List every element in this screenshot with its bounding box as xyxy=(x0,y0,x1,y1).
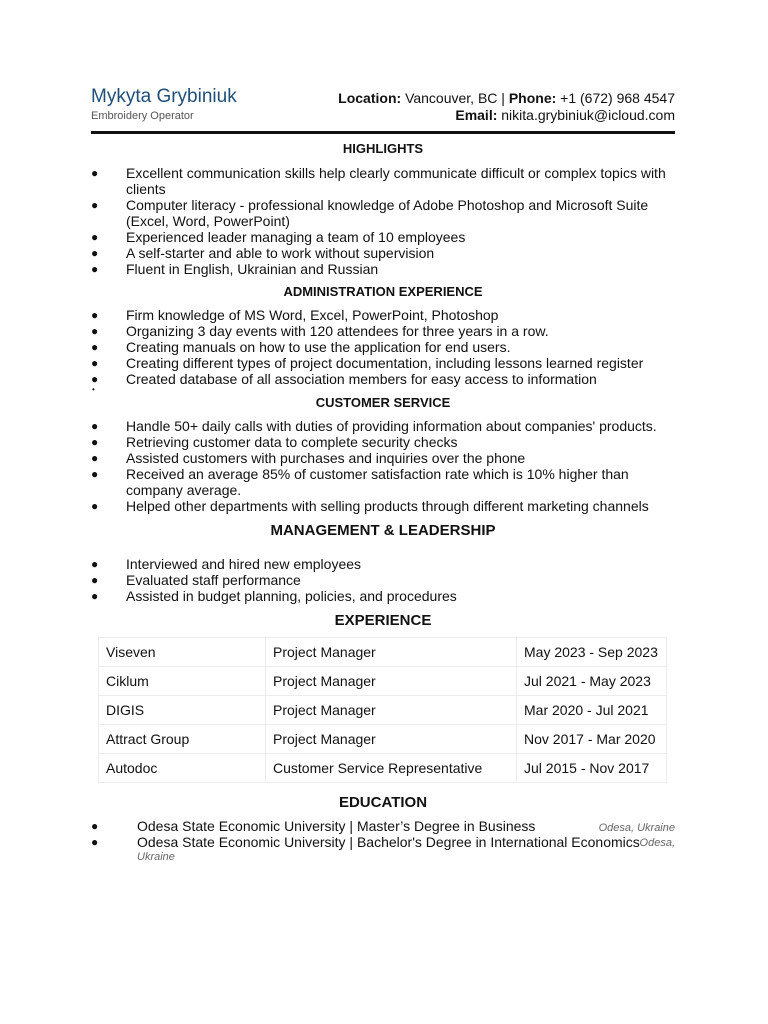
position-cell: Project Manager xyxy=(266,725,517,754)
position-cell: Project Manager xyxy=(266,667,517,696)
candidate-role: Embroidery Operator xyxy=(91,110,194,122)
bullet-icon: ● xyxy=(91,308,99,322)
bullet-icon: ● xyxy=(91,246,99,260)
customer-service-list xyxy=(91,418,675,514)
company-cell: Autodoc xyxy=(99,754,266,783)
bullet-icon: ● xyxy=(91,198,99,212)
education-location-continued: Ukraine xyxy=(137,851,175,863)
location-value: Vancouver, BC | xyxy=(405,90,505,106)
bullet-icon: ● xyxy=(91,499,99,513)
education-entry: Odesa State Economic University | Master’s Degree in Business xyxy=(137,818,536,834)
table-row xyxy=(99,696,667,725)
bullet-icon: ● xyxy=(91,573,99,587)
phone-label: Phone: xyxy=(508,90,557,106)
company-cell: Ciklum xyxy=(99,667,266,696)
bullet-icon: ● xyxy=(91,324,99,338)
position-cell: Customer Service Representative xyxy=(266,754,517,783)
list-item: ● A self-starter and able to work without supervision xyxy=(91,245,435,261)
management-list xyxy=(91,556,675,604)
list-item: ● Computer literacy - professional knowledge of Adobe Photoshop and Microsoft Suite (Excel, Word, PowerPoint) xyxy=(91,197,649,229)
administration-list xyxy=(91,307,675,387)
section-title-experience: EXPERIENCE xyxy=(334,612,432,629)
list-item: ● Created database of all association members for easy access to information xyxy=(91,371,597,387)
location-label: Location: xyxy=(338,90,402,106)
list-item xyxy=(91,819,675,835)
email-value: nikita.grybiniuk@icloud.com xyxy=(501,107,675,123)
bullet-icon: ● xyxy=(91,340,99,354)
section-title-management: MANAGEMENT & LEADERSHIP xyxy=(270,522,496,539)
dates-cell: Jul 2021 - May 2023 xyxy=(517,667,667,696)
bullet-icon: ● xyxy=(91,230,99,244)
dates-cell: May 2023 - Sep 2023 xyxy=(517,638,667,667)
bullet-icon: ● xyxy=(91,419,99,433)
list-item: ● Handle 50+ daily calls with duties of providing information about companies' products. xyxy=(91,418,657,434)
list-item: ● Interviewed and hired new employees xyxy=(91,556,362,572)
phone-value: +1 (672) 968 4547 xyxy=(560,90,675,106)
education-location: Odesa, Ukraine xyxy=(598,822,675,834)
list-item: ● Experienced leader managing a team of 10 employees xyxy=(91,229,466,245)
list-item: ● Creating different types of project documentation, including lessons learned register xyxy=(91,355,644,371)
experience-table xyxy=(98,637,667,783)
table-row xyxy=(99,725,667,754)
list-item: ● Assisted customers with purchases and inquiries over the phone xyxy=(91,450,526,466)
bullet-icon: ● xyxy=(91,166,99,180)
list-item: ● Received an average 85% of customer satisfaction rate which is 10% higher than company average. xyxy=(91,466,629,498)
bullet-icon: ● xyxy=(91,819,99,833)
education-entry: Odesa State Economic University | Bachelor's Degree in International Economics xyxy=(137,834,640,850)
education-list xyxy=(91,819,675,865)
bullet-icon: ● xyxy=(91,262,99,276)
company-cell: DIGIS xyxy=(99,696,266,725)
highlights-list xyxy=(91,165,675,277)
candidate-name: Mykyta Grybiniuk xyxy=(91,86,237,107)
bullet-icon: ● xyxy=(91,589,99,603)
contact-line-location-phone xyxy=(338,90,675,106)
company-cell: Attract Group xyxy=(99,725,266,754)
table-row xyxy=(99,638,667,667)
dates-cell: Jul 2015 - Nov 2017 xyxy=(517,754,667,783)
bullet-icon: ● xyxy=(91,435,99,449)
email-label: Email: xyxy=(455,107,498,123)
dates-cell: Nov 2017 - Mar 2020 xyxy=(517,725,667,754)
bullet-icon: ● xyxy=(91,835,99,849)
bullet-icon: ● xyxy=(91,372,99,386)
section-title-administration: ADMINISTRATION EXPERIENCE xyxy=(283,284,483,299)
list-item: ● Evaluated staff performance xyxy=(91,572,301,588)
contact-line-email xyxy=(455,107,675,123)
section-title-customer-service: CUSTOMER SERVICE xyxy=(315,395,451,410)
education-location: Odesa, xyxy=(639,837,675,849)
table-row xyxy=(99,754,667,783)
list-item: ● Excellent communication skills help clearly communicate difficult or complex topics with clients xyxy=(91,165,666,197)
header-divider xyxy=(91,131,675,134)
position-cell: Project Manager xyxy=(266,696,517,725)
list-item: ● Organizing 3 day events with 120 attendees for three years in a row. xyxy=(91,323,549,339)
list-item: ● Fluent in English, Ukrainian and Russian xyxy=(91,261,379,277)
list-item: ● Creating manuals on how to use the application for end users. xyxy=(91,339,511,355)
bullet-icon: ● xyxy=(91,467,99,481)
company-cell: Viseven xyxy=(99,638,266,667)
position-cell: Project Manager xyxy=(266,638,517,667)
list-item: ● Firm knowledge of MS Word, Excel, PowerPoint, Photoshop xyxy=(91,307,499,323)
list-item: ● Retrieving customer data to complete security checks xyxy=(91,434,458,450)
bullet-icon: ● xyxy=(91,356,99,370)
list-item xyxy=(91,835,675,865)
section-title-education: EDUCATION xyxy=(338,794,428,811)
list-item: ● Helped other departments with selling products through different marketing channels xyxy=(91,498,649,514)
stray-bullet-mark: • xyxy=(92,385,95,394)
table-row xyxy=(99,667,667,696)
bullet-icon: ● xyxy=(91,557,99,571)
section-title-highlights: HIGHLIGHTS xyxy=(342,141,424,156)
dates-cell: Mar 2020 - Jul 2021 xyxy=(517,696,667,725)
bullet-icon: ● xyxy=(91,451,99,465)
list-item: ● Assisted in budget planning, policies, and procedures xyxy=(91,588,457,604)
